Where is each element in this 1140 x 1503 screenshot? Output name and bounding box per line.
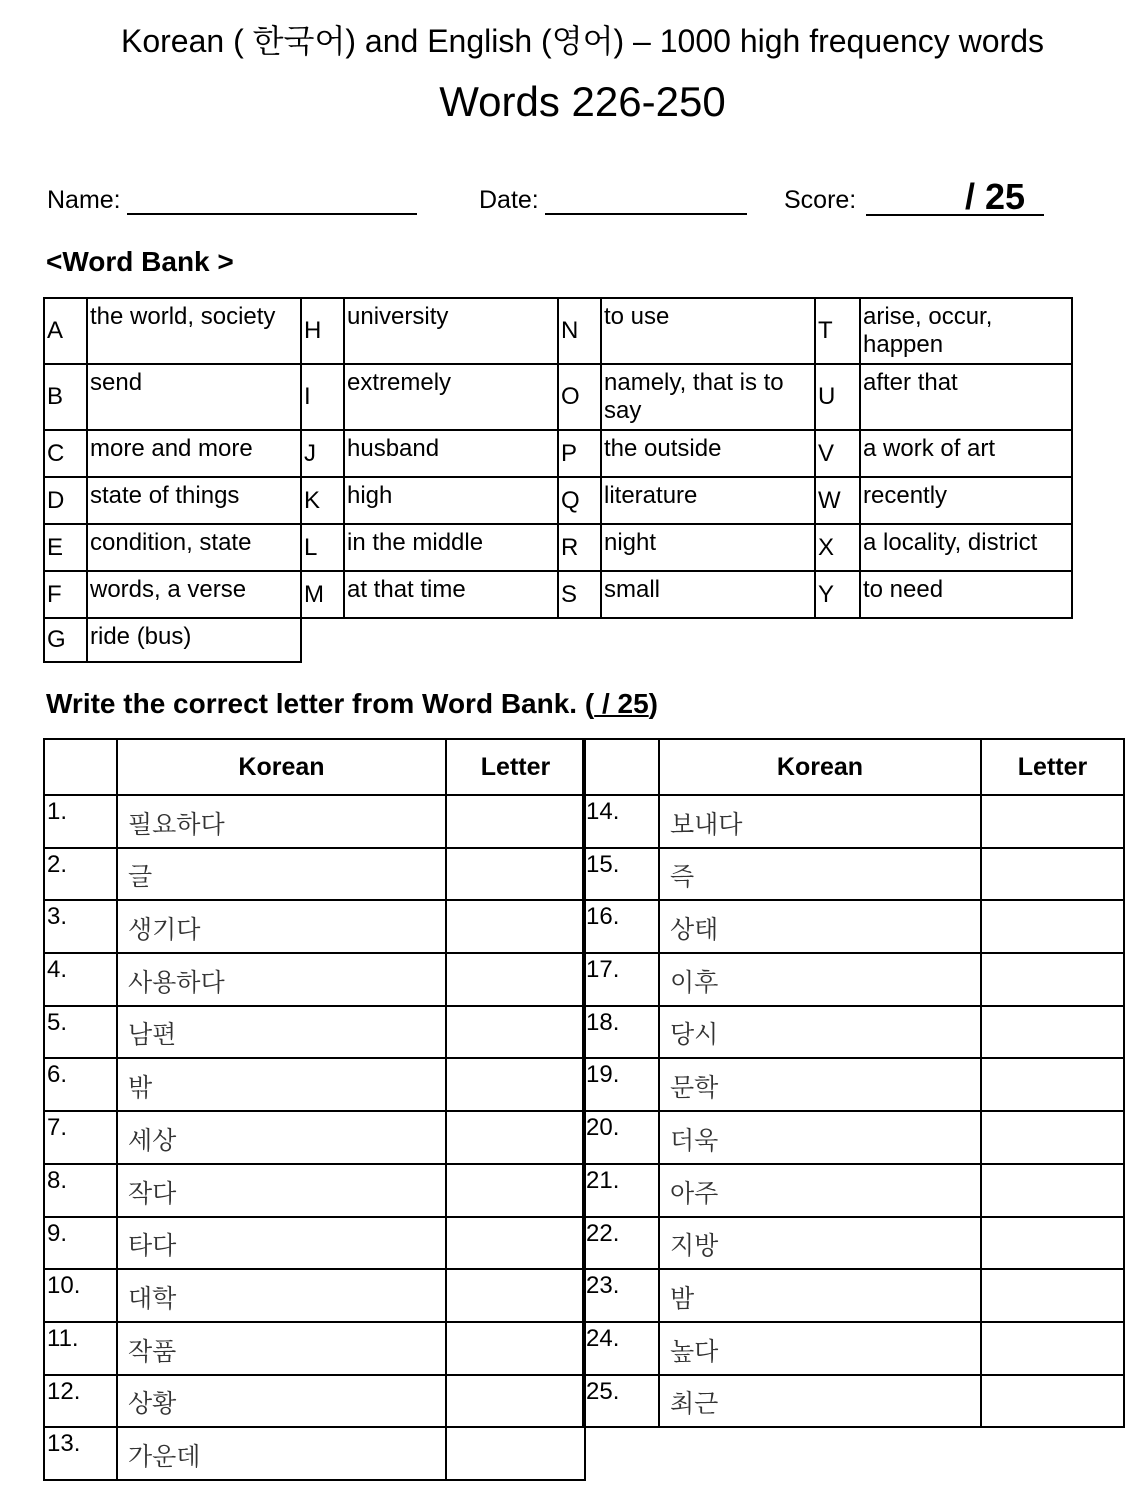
- question-number: 23.: [583, 1269, 659, 1322]
- question-number: 15.: [583, 848, 659, 901]
- instruction-close: ): [648, 688, 658, 719]
- korean-word: 이후: [659, 953, 981, 1006]
- answer-letter-box[interactable]: [446, 1375, 585, 1428]
- date-label: Date:: [479, 186, 539, 214]
- korean-word: 밖: [117, 1058, 446, 1111]
- quiz-row: [44, 1322, 585, 1375]
- letter-header: Letter: [446, 739, 585, 795]
- score-label: Score:: [784, 186, 857, 214]
- quiz-row: [583, 1217, 1124, 1270]
- word-bank-letter: U: [815, 364, 860, 430]
- word-bank-letter: A: [44, 298, 87, 364]
- quiz-row: [44, 900, 585, 953]
- korean-word: 더욱: [659, 1111, 981, 1164]
- word-bank-letter: C: [44, 430, 87, 477]
- word-bank-letter: B: [44, 364, 87, 430]
- word-bank-definition: night: [601, 524, 815, 571]
- word-bank-definition: words, a verse: [87, 571, 301, 618]
- answer-letter-box[interactable]: [446, 900, 585, 953]
- word-bank-letter: O: [558, 364, 601, 430]
- korean-word: 세상: [117, 1111, 446, 1164]
- word-bank-definition: at that time: [344, 571, 558, 618]
- answer-letter-box[interactable]: [446, 848, 585, 901]
- word-bank-definition: small: [601, 571, 815, 618]
- question-number: 19.: [583, 1058, 659, 1111]
- instruction-text: Write the correct letter from Word Bank. (: [46, 688, 595, 719]
- korean-word: 지방: [659, 1217, 981, 1270]
- word-bank-letter: G: [44, 618, 87, 662]
- question-number: 6.: [44, 1058, 117, 1111]
- korean-word: 작다: [117, 1164, 446, 1217]
- word-bank-letter: R: [558, 524, 601, 571]
- empty-cell: [344, 618, 558, 662]
- question-number: 24.: [583, 1322, 659, 1375]
- word-bank-definition: condition, state: [87, 524, 301, 571]
- answer-letter-box[interactable]: [446, 1111, 585, 1164]
- quiz-row: [583, 953, 1124, 1006]
- quiz-table-right: [582, 738, 1125, 1428]
- korean-word: 글: [117, 848, 446, 901]
- answer-letter-box[interactable]: [446, 1269, 585, 1322]
- korean-word: 가운데: [117, 1427, 446, 1480]
- question-number: 11.: [44, 1322, 117, 1375]
- quiz-row: [583, 1006, 1124, 1059]
- word-bank-definition: university: [344, 298, 558, 364]
- korean-word: 보내다: [659, 795, 981, 848]
- word-bank-letter: E: [44, 524, 87, 571]
- korean-header: Korean: [659, 739, 981, 795]
- word-bank-definition: literature: [601, 477, 815, 524]
- korean-word: 대학: [117, 1269, 446, 1322]
- quiz-row: [44, 1164, 585, 1217]
- worksheet-subtitle: Words 226-250: [439, 78, 726, 125]
- question-number: 4.: [44, 953, 117, 1006]
- question-number: 3.: [44, 900, 117, 953]
- name-field: [47, 186, 417, 215]
- word-bank-letter: V: [815, 430, 860, 477]
- answer-letter-box[interactable]: [981, 1006, 1124, 1059]
- word-bank-letter: X: [815, 524, 860, 571]
- word-bank-definition: after that: [860, 364, 1072, 430]
- word-bank-definition: to use: [601, 298, 815, 364]
- question-number: 17.: [583, 953, 659, 1006]
- quiz-row: [44, 1375, 585, 1428]
- quiz-row: [583, 1269, 1124, 1322]
- empty-cell: [601, 618, 815, 662]
- korean-word: 생기다: [117, 900, 446, 953]
- word-bank-row: [44, 477, 1072, 524]
- quiz-row: [44, 795, 585, 848]
- answer-letter-box[interactable]: [446, 1058, 585, 1111]
- quiz-row: [44, 1269, 585, 1322]
- quiz-row: [44, 1427, 585, 1480]
- word-bank-definition: in the middle: [344, 524, 558, 571]
- quiz-row: [44, 953, 585, 1006]
- word-bank-definition: the outside: [601, 430, 815, 477]
- answer-letter-box[interactable]: [981, 848, 1124, 901]
- question-number: 20.: [583, 1111, 659, 1164]
- answer-letter-box[interactable]: [981, 953, 1124, 1006]
- korean-word: 높다: [659, 1322, 981, 1375]
- word-bank-definition: recently: [860, 477, 1072, 524]
- word-bank-definition: ride (bus): [87, 618, 301, 662]
- letter-header: Letter: [981, 739, 1124, 795]
- korean-word: 당시: [659, 1006, 981, 1059]
- answer-letter-box[interactable]: [446, 1427, 585, 1480]
- instruction-score[interactable]: / 25: [594, 688, 649, 719]
- question-number: 2.: [44, 848, 117, 901]
- answer-letter-box[interactable]: [981, 1322, 1124, 1375]
- korean-word: 문학: [659, 1058, 981, 1111]
- word-bank-definition: arise, occur, happen: [860, 298, 1072, 364]
- answer-letter-box[interactable]: [446, 1006, 585, 1059]
- empty-cell: [558, 618, 601, 662]
- word-bank-row: [44, 571, 1072, 618]
- word-bank-row: [44, 618, 1072, 662]
- word-bank-letter: D: [44, 477, 87, 524]
- word-bank-letter: F: [44, 571, 87, 618]
- answer-letter-box[interactable]: [981, 795, 1124, 848]
- word-bank-definition: namely, that is to say: [601, 364, 815, 430]
- question-number: 1.: [44, 795, 117, 848]
- korean-word: 사용하다: [117, 953, 446, 1006]
- question-number: 21.: [583, 1164, 659, 1217]
- word-bank-definition: high: [344, 477, 558, 524]
- quiz-num-header: [583, 739, 659, 795]
- word-bank-letter: L: [301, 524, 344, 571]
- name-blank[interactable]: [127, 187, 417, 215]
- korean-word: 상황: [117, 1375, 446, 1428]
- word-bank-definition: husband: [344, 430, 558, 477]
- quiz-row: [583, 848, 1124, 901]
- quiz-num-header: [44, 739, 117, 795]
- korean-word: 타다: [117, 1217, 446, 1270]
- word-bank-heading: <Word Bank >: [46, 246, 234, 277]
- korean-word: 즉: [659, 848, 981, 901]
- korean-word: 최근: [659, 1375, 981, 1428]
- question-number: 22.: [583, 1217, 659, 1270]
- score-field: [784, 186, 856, 215]
- score-total: / 25: [965, 176, 1026, 217]
- word-bank-letter: P: [558, 430, 601, 477]
- question-number: 5.: [44, 1006, 117, 1059]
- question-number: 12.: [44, 1375, 117, 1428]
- word-bank-row: [44, 364, 1072, 430]
- quiz-row: [44, 848, 585, 901]
- korean-word: 상태: [659, 900, 981, 953]
- word-bank-row: [44, 524, 1072, 571]
- korean-word: 작품: [117, 1322, 446, 1375]
- korean-word: 밤: [659, 1269, 981, 1322]
- word-bank-letter: N: [558, 298, 601, 364]
- word-bank-letter: J: [301, 430, 344, 477]
- word-bank-letter: I: [301, 364, 344, 430]
- quiz-row: [583, 1111, 1124, 1164]
- word-bank-letter: W: [815, 477, 860, 524]
- worksheet-title: Korean ( 한국어) and English (영어) – 1000 high frequency words: [121, 23, 1044, 59]
- quiz-row: [44, 1111, 585, 1164]
- quiz-row: [583, 900, 1124, 953]
- word-bank-table: [43, 297, 1073, 663]
- date-blank[interactable]: [545, 187, 747, 215]
- quiz-row: [583, 1322, 1124, 1375]
- word-bank-letter: K: [301, 477, 344, 524]
- word-bank-letter: Q: [558, 477, 601, 524]
- instruction: [46, 688, 658, 720]
- answer-letter-box[interactable]: [981, 1111, 1124, 1164]
- word-bank-letter: Y: [815, 571, 860, 618]
- question-number: 7.: [44, 1111, 117, 1164]
- word-bank-letter: T: [815, 298, 860, 364]
- word-bank-definition: a work of art: [860, 430, 1072, 477]
- question-number: 18.: [583, 1006, 659, 1059]
- question-number: 8.: [44, 1164, 117, 1217]
- quiz-row: [44, 1217, 585, 1270]
- word-bank-definition: the world, society: [87, 298, 301, 364]
- answer-letter-box[interactable]: [981, 900, 1124, 953]
- answer-letter-box[interactable]: [446, 1164, 585, 1217]
- word-bank-definition: extremely: [344, 364, 558, 430]
- question-number: 9.: [44, 1217, 117, 1270]
- empty-cell: [815, 618, 860, 662]
- quiz-row: [583, 1375, 1124, 1428]
- quiz-row: [583, 1058, 1124, 1111]
- word-bank-letter: H: [301, 298, 344, 364]
- answer-letter-box[interactable]: [981, 1375, 1124, 1428]
- word-bank-definition: a locality, district: [860, 524, 1072, 571]
- question-number: 14.: [583, 795, 659, 848]
- word-bank-row: [44, 298, 1072, 364]
- question-number: 16.: [583, 900, 659, 953]
- empty-cell: [301, 618, 344, 662]
- answer-letter-box[interactable]: [446, 1322, 585, 1375]
- word-bank-definition: send: [87, 364, 301, 430]
- quiz-row: [44, 1058, 585, 1111]
- answer-letter-box[interactable]: [981, 1058, 1124, 1111]
- word-bank-letter: M: [301, 571, 344, 618]
- word-bank-letter: S: [558, 571, 601, 618]
- word-bank-row: [44, 430, 1072, 477]
- quiz-row: [583, 795, 1124, 848]
- question-number: 13.: [44, 1427, 117, 1480]
- date-field: [479, 186, 747, 215]
- quiz-row: [583, 1164, 1124, 1217]
- korean-word: 남편: [117, 1006, 446, 1059]
- name-label: Name:: [47, 186, 121, 214]
- korean-word: 필요하다: [117, 795, 446, 848]
- quiz-table-left: [43, 738, 586, 1481]
- answer-letter-box[interactable]: [981, 1269, 1124, 1322]
- question-number: 25.: [583, 1375, 659, 1428]
- answer-letter-box[interactable]: [446, 953, 585, 1006]
- empty-cell: [860, 618, 1072, 662]
- answer-letter-box[interactable]: [981, 1164, 1124, 1217]
- korean-header: Korean: [117, 739, 446, 795]
- answer-letter-box[interactable]: [981, 1217, 1124, 1270]
- question-number: 10.: [44, 1269, 117, 1322]
- answer-letter-box[interactable]: [446, 795, 585, 848]
- quiz-row: [44, 1006, 585, 1059]
- answer-letter-box[interactable]: [446, 1217, 585, 1270]
- word-bank-definition: state of things: [87, 477, 301, 524]
- word-bank-definition: more and more: [87, 430, 301, 477]
- korean-word: 아주: [659, 1164, 981, 1217]
- word-bank-definition: to need: [860, 571, 1072, 618]
